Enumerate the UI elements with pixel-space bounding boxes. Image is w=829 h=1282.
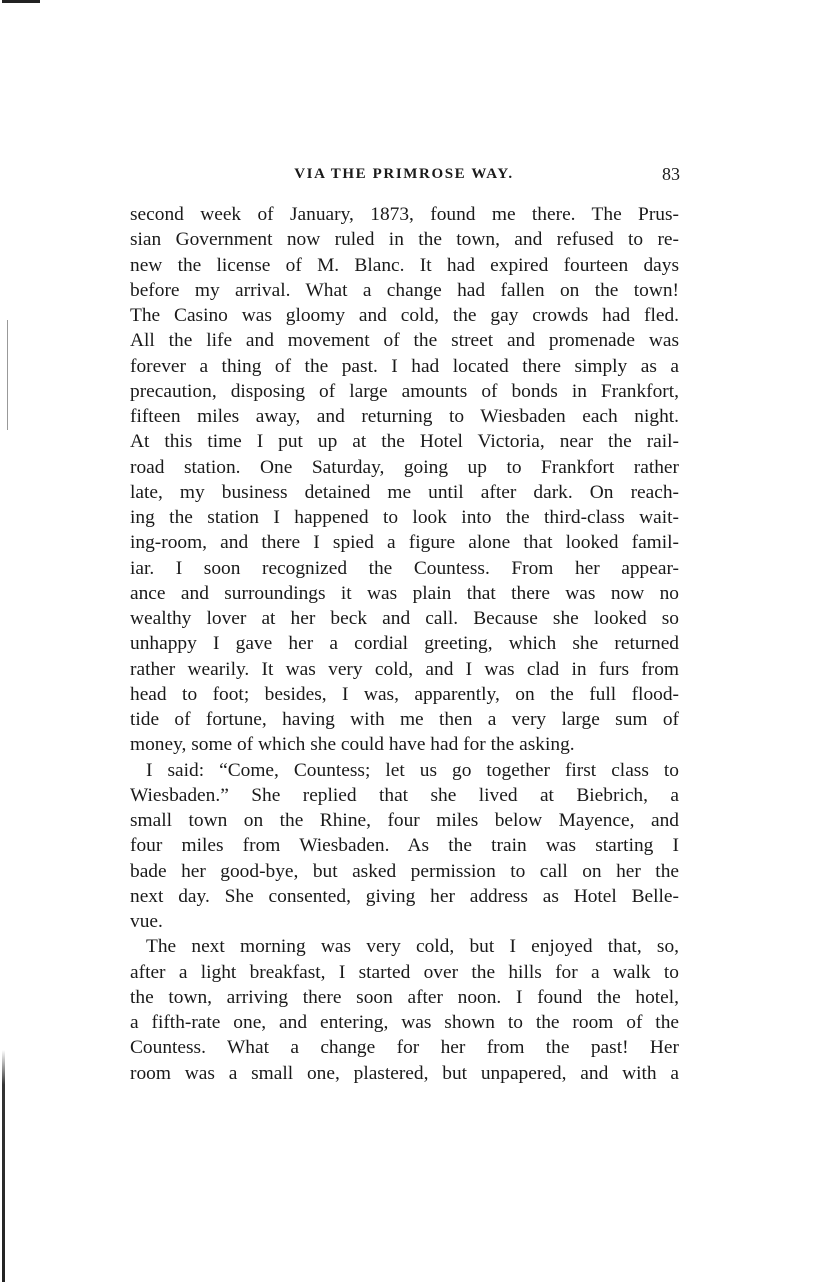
text-line: road station. One Saturday, going up to Frankfort rather [130,456,679,478]
scan-artifact-edge [2,1050,5,1282]
text-line: wealthy lover at her beck and call. Because she looked so [130,608,679,629]
text-line: four miles from Wiesbaden. As the train was starting I [130,835,679,857]
text-line: ance and surroundings it was plain that there was now no [130,582,679,604]
text-line: Countess. What a change for her from the past! Her [130,1037,679,1059]
text-line: Wiesbaden.” She replied that she lived at Biebrich, a [130,784,679,806]
text-line: ing-room, and there I spied a figure alone that looked famil- [130,532,679,554]
text-line: room was a small one, plastered, but unpapered, and with a [130,1062,679,1084]
text-line: before my arrival. What a change had fallen on the town! [130,279,679,301]
text-line: tide of fortune, having with me then a very large sum of [130,709,679,730]
text-line: after a light breakfast, I started over the hills for a walk to [130,961,679,983]
page-number: 83 [662,164,680,184]
text-line: fifteen miles away, and returning to Wiesbaden each night. [130,406,679,427]
running-title: VIA THE PRIMROSE WAY. [294,166,514,182]
text-line: second week of January, 1873, found me there. The Prus- [130,204,679,225]
text-line: the town, arriving there soon after noon. I found the hotel, [130,986,679,1008]
text-line: unhappy I gave her a cordial greeting, which she returned [130,633,679,655]
text-line: a fifth-rate one, and entering, was shown to the room of the [130,1012,679,1033]
paragraph-1 [130,202,679,758]
text-line: bade her good-bye, but asked permission to call on her the [130,860,679,882]
text-line: At this time I put up at the Hotel Victoria, near the rail- [130,431,679,453]
text-line: rather wearily. It was very cold, and I was clad in furs from [130,658,679,680]
text-line: vue. [130,911,163,932]
text-line: small town on the Rhine, four miles below Mayence, and [130,810,679,831]
text-line: precaution, disposing of large amounts of bonds in Frankfort, [130,380,679,402]
text-line: The Casino was gloomy and cold, the gay crowds had fled. [130,305,679,326]
text-line: All the life and movement of the street and promenade was [130,330,679,352]
text-line: sian Government now ruled in the town, and refused to re- [130,229,679,251]
paragraph-3 [130,934,679,1086]
text-line: I said: “Come, Countess; let us go together first class to [146,759,679,781]
body-text [130,202,679,1086]
text-line: head to foot; besides, I was, apparently, on the full flood- [130,683,679,705]
text-line: ing the station I happened to look into the third-class wait- [130,507,679,528]
text-line: new the license of M. Blanc. It had expired fourteen days [130,254,679,276]
text-line: money, some of which she could have had for the asking. [130,734,575,756]
text-line: late, my business detained me until after dark. On reach- [130,481,679,503]
scan-artifact-margin [7,320,8,430]
text-line: iar. I soon recognized the Countess. From her appear- [130,557,679,579]
running-head [128,166,680,190]
text-line: next day. She consented, giving her address as Hotel Belle- [130,885,679,907]
scan-artifact-top [2,0,40,3]
text-line: forever a thing of the past. I had located there simply as a [130,355,679,377]
paragraph-2 [130,758,679,935]
text-line: The next morning was very cold, but I enjoyed that, so, [146,936,679,958]
